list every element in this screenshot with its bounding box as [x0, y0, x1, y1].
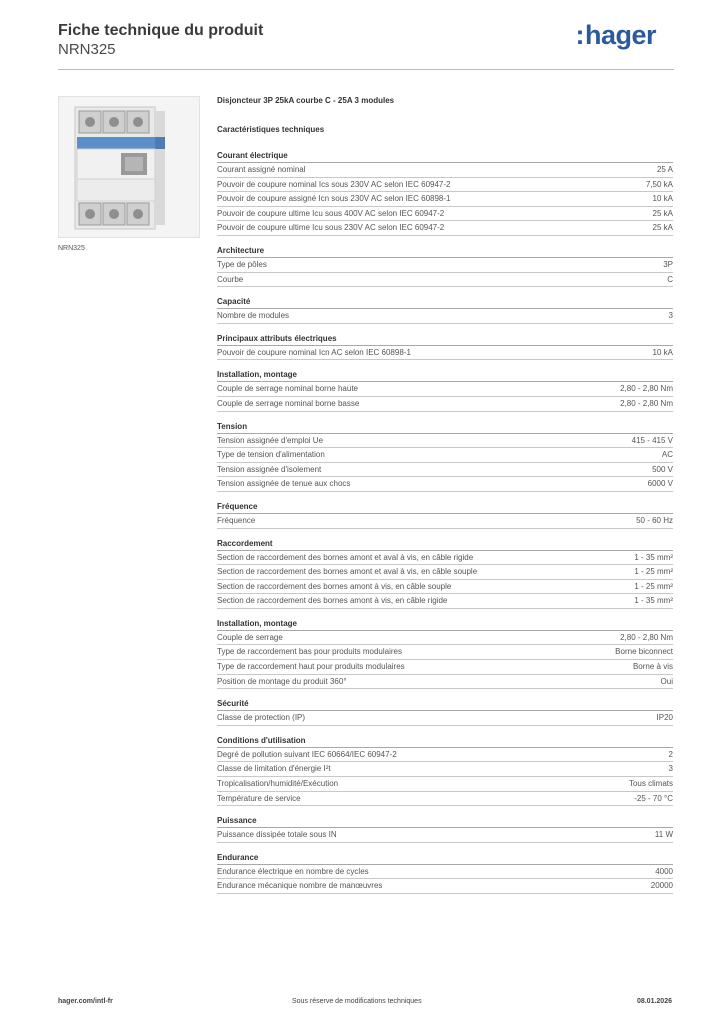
- spec-label: Tension assignée d'emploi Ue: [217, 435, 324, 445]
- spec-label: Type de tension d'alimentation: [217, 450, 325, 460]
- spec-label: Pouvoir de coupure assigné Icn sous 230V AC selon IEC 60898-1: [217, 194, 451, 204]
- circuit-breaker-illustration: [59, 97, 199, 237]
- spec-label: Nombre de modules: [217, 311, 290, 321]
- spec-label: Type de pôles: [217, 259, 267, 269]
- spec-label: Courant assigné nominal: [217, 165, 306, 174]
- spec-value: Borne biconnect: [615, 647, 673, 657]
- spec-value: 2,80 - 2,80 Nm: [620, 632, 673, 642]
- spec-label: Section de raccordement des bornes amont à vis, en câble rigide: [217, 596, 448, 606]
- spec-row: [217, 273, 673, 288]
- spec-row: [217, 258, 673, 273]
- image-caption: NRN325: [58, 245, 85, 252]
- spec-row: [217, 207, 673, 222]
- section-title: Installation, montage: [217, 619, 673, 631]
- spec-row: [217, 448, 673, 463]
- spec-label: Type de raccordement bas pour produits modulaires: [217, 647, 402, 657]
- spec-value: 2: [668, 749, 673, 759]
- spec-row: [217, 645, 673, 660]
- spec-label: Classe de protection (IP): [217, 713, 306, 723]
- logo-text: hager: [584, 20, 656, 50]
- spec-value: 500 V: [652, 464, 673, 474]
- specifications: [217, 96, 673, 904]
- spec-value: Tous climats: [628, 779, 673, 789]
- footer-disclaimer: Sous réserve de modifications techniques: [292, 998, 422, 1005]
- spec-value: 25 kA: [652, 208, 673, 218]
- spec-label: Pouvoir de coupure ultime Icu sous 400V AC selon IEC 60947-2: [217, 208, 445, 218]
- spec-value: 3P: [663, 259, 673, 269]
- product-name: Disjoncteur 3P 25kA courbe C - 25A 3 modules: [217, 96, 395, 105]
- spec-value: 50 - 60 Hz: [636, 515, 673, 525]
- spec-label: Pouvoir de coupure ultime Icu sous 230V AC selon IEC 60947-2: [217, 223, 445, 233]
- section-title: Courant électrique: [217, 151, 673, 163]
- spec-row: [217, 762, 673, 777]
- hager-logo: :hager: [575, 20, 656, 50]
- section-title: Puissance: [217, 816, 673, 828]
- spec-section: [217, 539, 673, 609]
- spec-label: Pouvoir de coupure nominal Ics sous 230V AC selon IEC 60947-2: [217, 179, 451, 189]
- spec-label: Type de raccordement haut pour produits modulaires: [217, 662, 405, 672]
- spec-value: 20000: [650, 881, 673, 891]
- spec-label: Section de raccordement des bornes amont à vis, en câble souple: [217, 581, 452, 591]
- spec-row: [217, 192, 673, 207]
- spec-row: [217, 631, 673, 646]
- spec-value: 25 kA: [652, 223, 673, 233]
- footer-date: 08.01.2026: [636, 998, 672, 1005]
- spec-row: [217, 565, 673, 580]
- spec-value: 3: [668, 764, 673, 774]
- page-title: Fiche technique du produit: [58, 22, 264, 39]
- spec-section: [217, 370, 673, 411]
- spec-row: [217, 828, 673, 843]
- spec-label: Endurance électrique en nombre de cycles: [217, 866, 369, 876]
- spec-row: [217, 346, 673, 361]
- spec-row: [217, 221, 673, 236]
- spec-section: [217, 502, 673, 529]
- spec-label: Fréquence: [217, 515, 256, 525]
- spec-value: 3: [668, 311, 673, 321]
- spec-value: -25 - 70 °C: [634, 793, 673, 803]
- section-title: Raccordement: [217, 539, 673, 551]
- section-title: Architecture: [217, 246, 673, 258]
- spec-row: [217, 865, 673, 880]
- spec-row: [217, 477, 673, 492]
- spec-row: [217, 463, 673, 478]
- spec-row: [217, 748, 673, 763]
- spec-label: Courbe: [217, 274, 244, 284]
- section-title: Principaux attributs électriques: [217, 334, 673, 346]
- spec-value: 1 - 25 mm²: [634, 567, 673, 577]
- spec-row: [217, 397, 673, 412]
- section-title: Fréquence: [217, 502, 673, 514]
- spec-value: 25 A: [656, 165, 673, 174]
- spec-section: [217, 699, 673, 726]
- spec-section: [217, 246, 673, 287]
- spec-row: [217, 675, 673, 690]
- spec-row: [217, 163, 673, 178]
- footer-website[interactable]: hager.com/intl-fr: [58, 998, 113, 1005]
- spec-section: [217, 853, 673, 894]
- spec-section: [217, 816, 673, 843]
- spec-value: 2,80 - 2,80 Nm: [620, 384, 673, 394]
- section-title: Sécurité: [217, 699, 673, 711]
- spec-value: 415 - 415 V: [631, 435, 673, 445]
- spec-value: 1 - 25 mm²: [634, 581, 673, 591]
- spec-label: Endurance mécanique nombre de manœuvres: [217, 881, 383, 891]
- spec-value: C: [667, 274, 673, 284]
- spec-sections: [217, 151, 673, 894]
- spec-row: [217, 551, 673, 566]
- spec-section: [217, 297, 673, 324]
- spec-label: Position de montage du produit 360°: [217, 676, 347, 686]
- spec-value: 6000 V: [647, 479, 673, 489]
- spec-value: 1 - 35 mm²: [634, 596, 673, 606]
- spec-value: 7,50 kA: [645, 179, 673, 189]
- product-reference: NRN325: [58, 41, 116, 58]
- spec-label: Degré de pollution suivant IEC 60664/IEC 60947-2: [217, 749, 397, 759]
- spec-row: [217, 711, 673, 726]
- section-title: Installation, montage: [217, 370, 673, 382]
- spec-row: [217, 514, 673, 529]
- spec-row: [217, 434, 673, 449]
- spec-section: [217, 619, 673, 689]
- section-title: Tension: [217, 422, 673, 434]
- spec-row: [217, 792, 673, 807]
- spec-row: [217, 879, 673, 894]
- spec-row: [217, 660, 673, 675]
- spec-section: [217, 736, 673, 806]
- spec-label: Couple de serrage nominal borne haute: [217, 384, 358, 394]
- product-image: [58, 96, 200, 238]
- spec-label: Section de raccordement des bornes amont et aval à vis, en câble rigide: [217, 552, 474, 562]
- spec-label: Température de service: [217, 793, 301, 803]
- spec-label: Couple de serrage nominal borne basse: [217, 398, 360, 408]
- spec-value: IP20: [656, 713, 673, 723]
- spec-value: 10 kA: [652, 347, 673, 357]
- spec-value: Borne à vis: [632, 662, 673, 672]
- spec-value: 1 - 35 mm²: [634, 552, 673, 562]
- spec-label: Section de raccordement des bornes amont et aval à vis, en câble souple: [217, 567, 478, 577]
- spec-section: [217, 422, 673, 492]
- spec-row: [217, 580, 673, 595]
- section-title: Conditions d'utilisation: [217, 736, 673, 748]
- spec-section: [217, 151, 673, 236]
- section-title: Endurance: [217, 853, 673, 865]
- characteristics-title: Caractéristiques techniques: [217, 125, 325, 134]
- spec-label: Pouvoir de coupure nominal Icn AC selon IEC 60898-1: [217, 347, 411, 357]
- spec-row: [217, 594, 673, 609]
- spec-row: [217, 777, 673, 792]
- spec-row: [217, 178, 673, 193]
- spec-value: 4000: [655, 866, 673, 876]
- page-header: [58, 22, 674, 70]
- spec-label: Couple de serrage: [217, 632, 283, 642]
- spec-label: Tropicalisation/humidité/Exécution: [217, 779, 339, 789]
- spec-value: 2,80 - 2,80 Nm: [620, 398, 673, 408]
- spec-section: [217, 334, 673, 361]
- spec-label: Classe de limitation d'énergie I²t: [217, 764, 331, 774]
- spec-value: 10 kA: [652, 194, 673, 204]
- spec-label: Puissance dissipée totale sous IN: [217, 830, 337, 840]
- section-title: Capacité: [217, 297, 673, 309]
- spec-label: Tension assignée de tenue aux chocs: [217, 479, 351, 489]
- spec-value: 11 W: [654, 830, 673, 840]
- spec-row: [217, 309, 673, 324]
- spec-value: AC: [661, 450, 673, 460]
- spec-label: Tension assignée d'isolement: [217, 464, 322, 474]
- spec-row: [217, 382, 673, 397]
- spec-value: Oui: [660, 676, 673, 686]
